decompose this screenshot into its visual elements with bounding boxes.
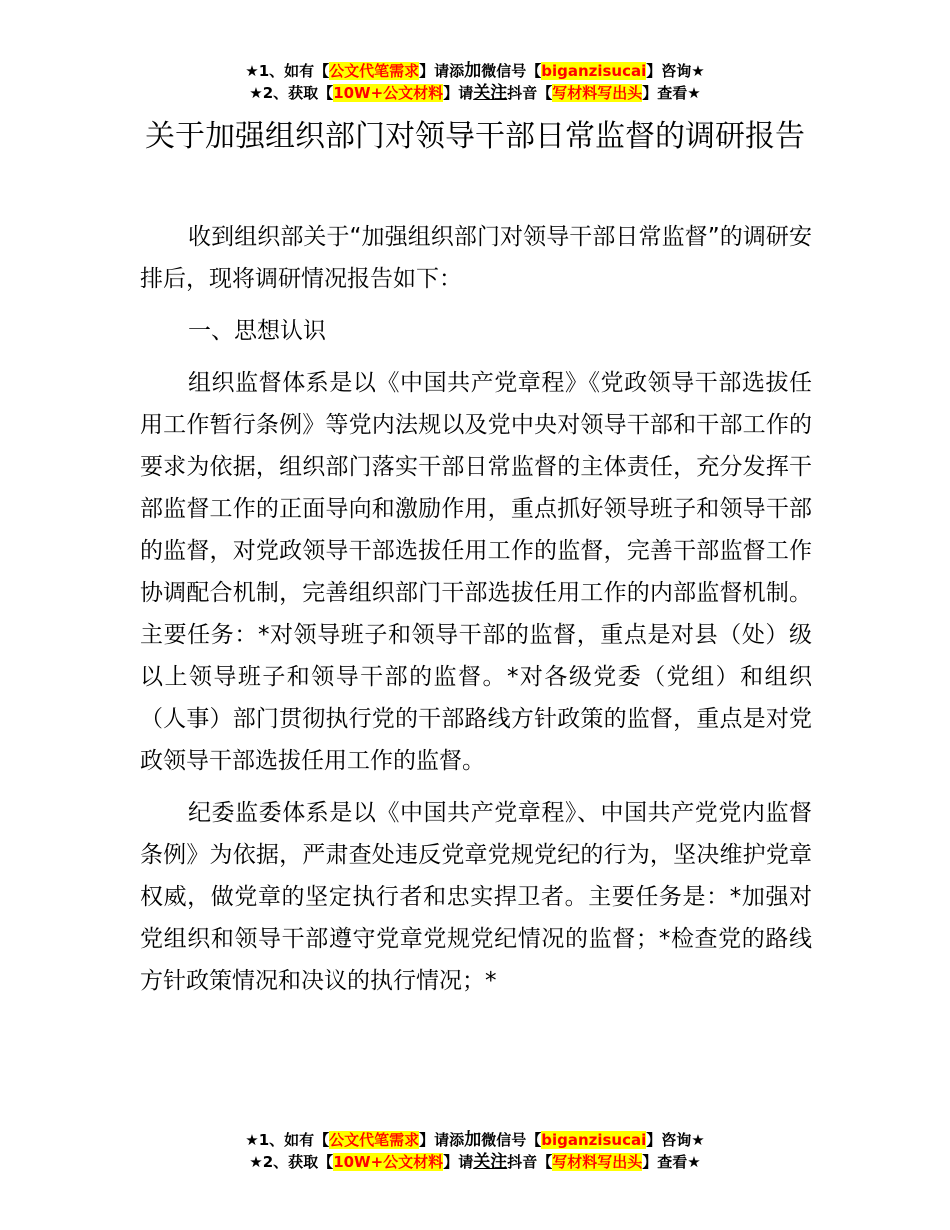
promo-text: ★2、获取【 <box>249 84 334 102</box>
promo-emphasis: 加 <box>464 1130 482 1150</box>
promo-highlight: 公文代笔需求 <box>329 62 420 80</box>
promo-text: 】咨询★ <box>646 62 705 80</box>
promo-line-1 <box>0 1129 950 1151</box>
promo-banner-bottom <box>0 1129 950 1173</box>
paragraph-organization-supervision: 组织监督体系是以《中国共产党章程》《党政领导干部选拔任用工作暂行条例》等党内法规以及党中央对领导干部和干部工作的要求为依据，组织部门落实干部日常监督的主体责任，充分发挥干部监督工作的正面导向和激励作用，重点抓好领导班子和领导干部的监督，对党政领导干部选拔任用工作的监督，完善干部监督工作协调配合机制，完善组织部门干部选拔任用工作的内部监督机制。主要任务：*对领导班子和领导干部的监督，重点是对县（处）级以上领导班子和领导干部的监督。*对各级党委（党组）和组织（人事）部门贯彻执行党的干部路线方针政策的监督，重点是对党政领导干部选拔任用工作的监督。 <box>140 370 812 774</box>
promo-wechat-id: biganzisucai <box>541 62 647 80</box>
promo-line-2 <box>0 82 950 104</box>
promo-highlight: 10W+公文材料 <box>333 1153 444 1171</box>
promo-wechat-id: biganzisucai <box>541 1131 647 1149</box>
paragraph-discipline-inspection: 纪委监委体系是以《中国共产党章程》、中国共产党党内监督条例》为依据，严肃查处违反党章党规党纪的行为，坚决维护党章权威，做党章的坚定执行者和忠实捍卫者。主要任务是：*加强对党组织和领导干部遵守党章党规党纪情况的监督；*检查党的路线方针政策情况和决议的执行情况；* <box>140 800 812 994</box>
promo-text: 】咨询★ <box>646 1131 705 1149</box>
promo-text: 微信号【 <box>481 62 542 80</box>
promo-text: 抖音【 <box>507 1153 553 1171</box>
promo-text: ★1、如有【 <box>245 62 330 80</box>
promo-douyin-id: 写材料写出头 <box>552 84 643 102</box>
promo-text: 】请添 <box>419 1131 465 1149</box>
document-body <box>140 216 812 1012</box>
promo-douyin-id: 写材料写出头 <box>552 1153 643 1171</box>
promo-text: 】查看★ <box>642 1153 701 1171</box>
promo-text: 微信号【 <box>481 1131 542 1149</box>
promo-line-2 <box>0 1151 950 1173</box>
promo-emphasis: 关注 <box>473 1152 508 1172</box>
promo-text: ★2、获取【 <box>249 1153 334 1171</box>
promo-line-1 <box>0 60 950 82</box>
promo-text: 】请 <box>443 1153 474 1171</box>
document-title: 关于加强组织部门对领导干部日常监督的调研报告 <box>145 119 805 154</box>
promo-emphasis: 加 <box>464 61 482 81</box>
promo-highlight: 10W+公文材料 <box>333 84 444 102</box>
promo-emphasis: 关注 <box>473 83 508 103</box>
promo-highlight: 公文代笔需求 <box>329 1131 420 1149</box>
promo-text: 抖音【 <box>507 84 553 102</box>
promo-text: 】查看★ <box>642 84 701 102</box>
paragraph-intro: 收到组织部关于“加强组织部门对领导干部日常监督”的调研安排后，现将调研情况报告如下： <box>140 224 812 292</box>
promo-text: 】请添 <box>419 62 465 80</box>
section-heading: 一、思想认识 <box>188 318 326 344</box>
promo-banner-top <box>0 60 950 104</box>
promo-text: ★1、如有【 <box>245 1131 330 1149</box>
promo-text: 】请 <box>443 84 474 102</box>
